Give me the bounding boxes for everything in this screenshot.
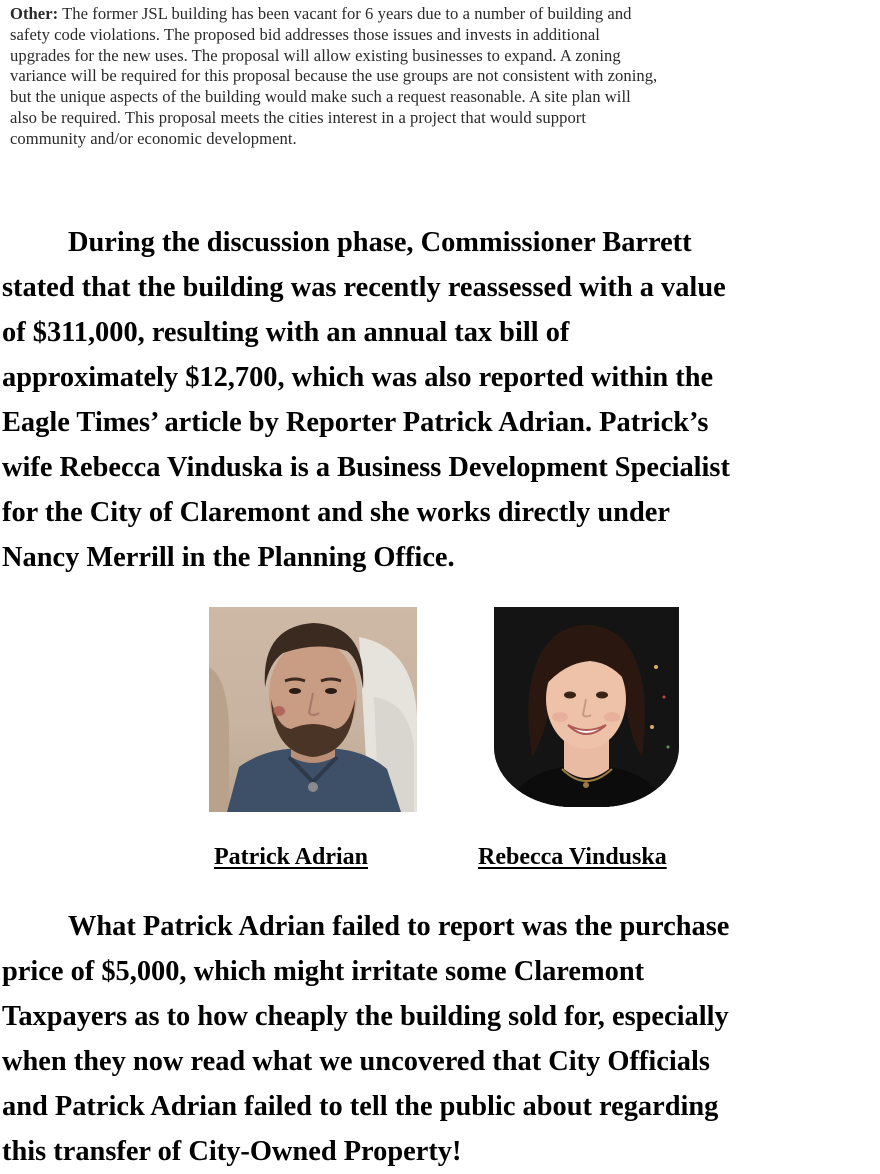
paragraph-line: approximately $12,700, which was also reported within the (2, 362, 714, 393)
excerpt-line: community and/or economic development. (10, 128, 297, 148)
paragraph-line: Eagle Times’ article by Reporter Patrick Adrian. Patrick’s (2, 407, 709, 438)
scanned-excerpt (10, 4, 878, 150)
caption-patrick-adrian: Patrick Adrian (214, 844, 368, 870)
excerpt-label: Other: (10, 4, 59, 23)
paragraph-line: and Patrick Adrian failed to tell the public about regarding (2, 1091, 719, 1122)
photo-rebecca-vinduska (494, 607, 679, 807)
excerpt-line: but the unique aspects of the building would make such a request reasonable. A site plan will (10, 87, 631, 107)
paragraph-line: wife Rebecca Vinduska is a Business Development Specialist (2, 452, 730, 483)
excerpt-line: safety code violations. The proposed bid addresses those issues and invests in additional (10, 24, 600, 44)
paragraph-line: stated that the building was recently reassessed with a value (2, 272, 726, 303)
excerpt-line: variance will be required for this proposal because the use groups are not consistent with zoning, (10, 66, 658, 86)
portrait-man-image (209, 607, 417, 812)
paragraph-discussion (2, 220, 880, 580)
paragraph-line: What Patrick Adrian failed to report was the purchase (68, 911, 730, 942)
paragraph-line: when they now read what we uncovered that City Officials (2, 1046, 710, 1077)
portrait-woman-image (494, 607, 679, 807)
paragraph-line: During the discussion phase, Commissioner Barrett (68, 227, 692, 258)
excerpt-line: also be required. This proposal meets the cities interest in a project that would support (10, 107, 587, 127)
paragraph-line: price of $5,000, which might irritate some Claremont (2, 956, 645, 987)
excerpt-line: Other: The former JSL building has been vacant for 6 years due to a number of building and (10, 4, 632, 23)
paragraph-line: Taxpayers as to how cheaply the building sold for, especially (2, 1001, 729, 1032)
caption-rebecca-vinduska: Rebecca Vinduska (478, 844, 667, 870)
excerpt-line: upgrades for the new uses. The proposal will allow existing businesses to expand. A zoning (10, 45, 621, 65)
photo-patrick-adrian (209, 607, 417, 812)
paragraph-line: this transfer of City-Owned Property! (2, 1136, 462, 1167)
paragraph-line: of $311,000, resulting with an annual tax bill of (2, 317, 570, 348)
paragraph-line: Nancy Merrill in the Planning Office. (2, 542, 455, 573)
paragraph-line: for the City of Claremont and she works directly under (2, 497, 670, 528)
paragraph-purchase-price (2, 904, 880, 1174)
